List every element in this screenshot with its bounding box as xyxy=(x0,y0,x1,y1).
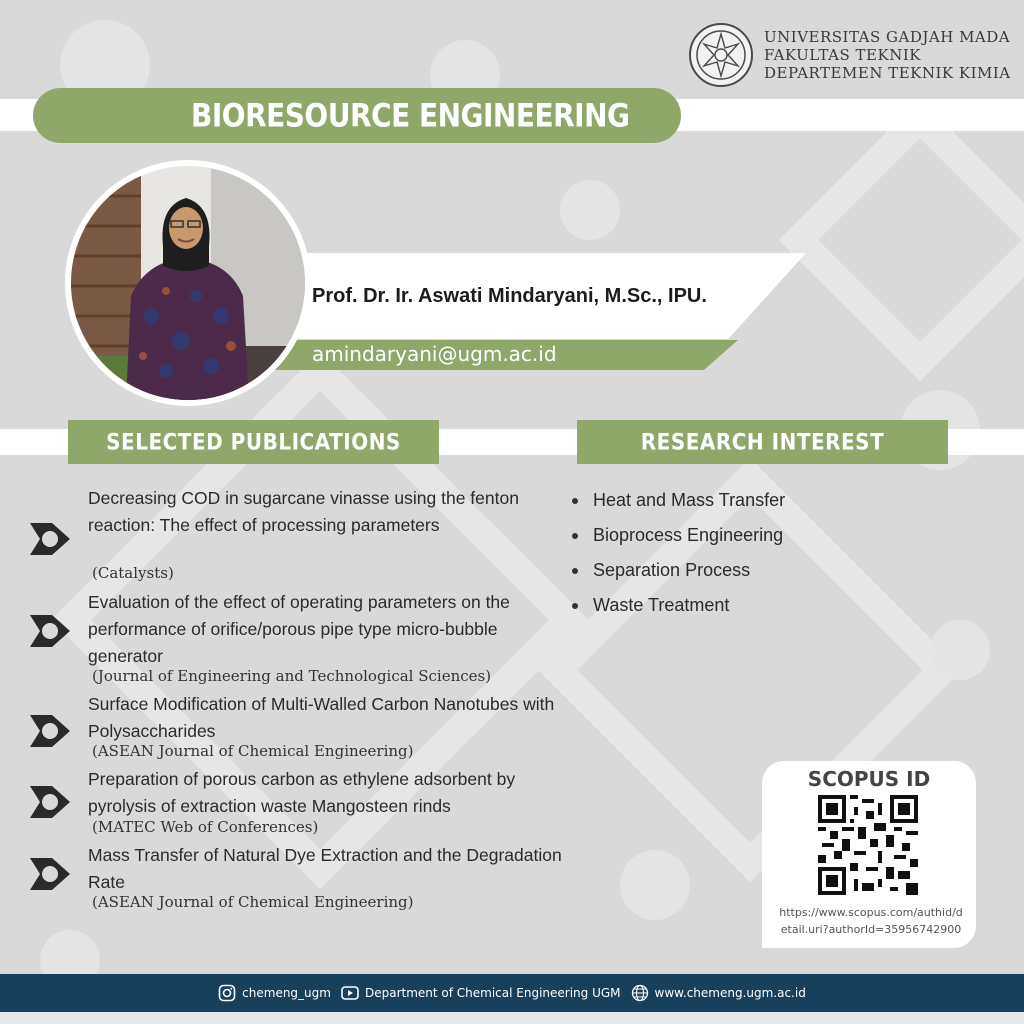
publication-journal: (MATEC Web of Conferences) xyxy=(92,818,319,836)
scopus-url[interactable]: https://www.scopus.com/authid/detail.uri?authorId=35956742900 xyxy=(779,906,963,936)
footer-website[interactable] xyxy=(631,984,806,1002)
youtube-icon xyxy=(341,984,359,1002)
publication-journal: (ASEAN Journal of Chemical Engineering) xyxy=(92,742,414,760)
bullet-icon xyxy=(572,498,578,504)
university-name: UNIVERSITAS GADJAH MADA xyxy=(764,28,1011,46)
publication-journal: (ASEAN Journal of Chemical Engineering) xyxy=(92,893,414,911)
website-url: www.chemeng.ugm.ac.id xyxy=(654,986,806,1000)
footer-bottom-strip xyxy=(0,1012,1024,1024)
bullet-icon xyxy=(572,603,578,609)
globe-icon xyxy=(631,984,649,1002)
bullet-icon xyxy=(572,533,578,539)
footer-instagram[interactable] xyxy=(218,984,331,1002)
publication-journal: (Journal of Engineering and Technological Sciences) xyxy=(92,667,492,685)
youtube-channel: Department of Chemical Engineering UGM xyxy=(364,986,621,1000)
list-item: Waste Treatment xyxy=(572,588,785,623)
page-title: BIORESOURCE ENGINEERING xyxy=(191,96,630,135)
university-header xyxy=(688,22,1011,88)
arrow-circle-icon xyxy=(28,780,72,824)
arrow-circle-icon xyxy=(28,709,72,753)
list-item: Separation Process xyxy=(572,553,785,588)
bullet-icon xyxy=(572,568,578,574)
scopus-title: SCOPUS ID xyxy=(807,767,931,791)
arrow-circle-icon xyxy=(28,852,72,896)
profile-photo xyxy=(71,166,305,400)
research-interest-header: RESEARCH INTEREST xyxy=(577,420,948,464)
publication-title: Preparation of porous carbon as ethylene adsorbent by pyrolysis of extraction waste Mangosteen rinds xyxy=(88,769,516,816)
publication-title: Evaluation of the effect of operating parameters on the performance of orifice/porous pipe type micro-bubble generator xyxy=(88,592,510,666)
arrow-circle-icon xyxy=(28,609,72,653)
instagram-handle: chemeng_ugm xyxy=(242,986,331,1000)
instagram-icon xyxy=(218,984,236,1002)
scopus-card xyxy=(762,761,976,948)
publication-title: Surface Modification of Multi-Walled Carbon Nanotubes with Polysaccharides xyxy=(88,694,555,741)
profile-photo-frame xyxy=(65,160,311,406)
faculty-name: FAKULTAS TEKNIK xyxy=(764,46,921,64)
publications-header: SELECTED PUBLICATIONS xyxy=(68,420,439,464)
list-item: Heat and Mass Transfer xyxy=(572,483,785,518)
list-item: Bioprocess Engineering xyxy=(572,518,785,553)
title-banner xyxy=(33,88,681,143)
profile-name: Prof. Dr. Ir. Aswati Mindaryani, M.Sc., IPU. xyxy=(312,285,707,307)
profile-email[interactable]: amindaryani@ugm.ac.id xyxy=(312,342,557,366)
footer xyxy=(0,974,1024,1012)
arrow-circle-icon xyxy=(28,517,72,561)
publication-journal: (Catalysts) xyxy=(92,564,174,582)
footer-youtube[interactable] xyxy=(341,984,621,1002)
ugm-seal-icon xyxy=(688,22,754,88)
qr-code[interactable] xyxy=(818,795,918,895)
publication-title: Decreasing COD in sugarcane vinasse using the fenton reaction: The effect of processing parameters xyxy=(88,488,519,535)
department-name: DEPARTEMEN TEKNIK KIMIA xyxy=(764,64,1011,82)
publication-title: Mass Transfer of Natural Dye Extraction and the Degradation Rate xyxy=(88,845,562,892)
research-interest-list xyxy=(572,483,785,623)
